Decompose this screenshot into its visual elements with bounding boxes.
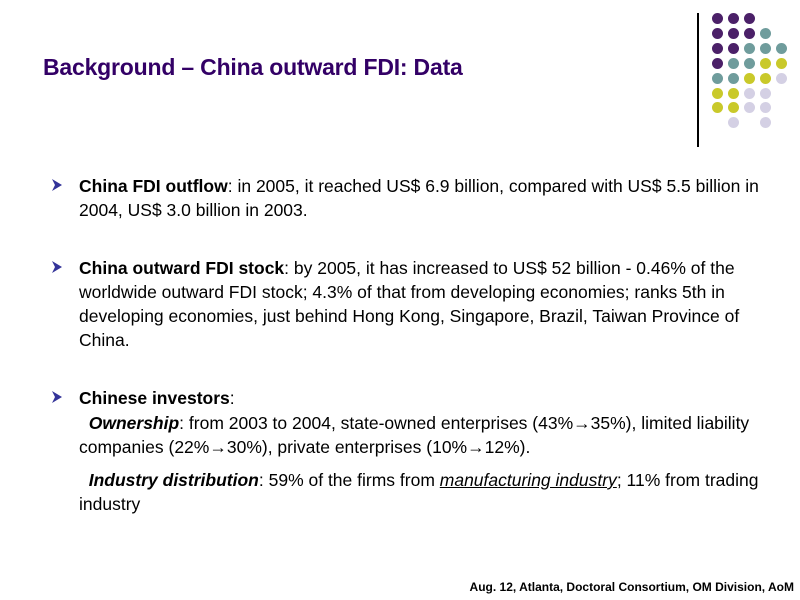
dot: [728, 117, 739, 128]
ownership-label: Ownership: [88, 413, 180, 433]
industry-underlined-text: manufacturing industry: [439, 470, 617, 490]
bullet-label: China outward FDI stock: [79, 258, 285, 278]
bullet-item-chinese-investors: [79, 386, 759, 410]
dot: [776, 43, 787, 54]
dot: [760, 102, 771, 113]
bullet-arrow-icon: [50, 390, 64, 404]
right-arrow-icon: →: [209, 437, 227, 457]
bullet-text: : in 2005, it reached US$ 6.9 billion, compared with US$ 5.5 billion in 2004, US$ 3.0 billion in 2003.: [79, 176, 759, 220]
dot: [728, 28, 739, 39]
bullet-label: Chinese investors: [79, 388, 230, 408]
industry-text-1: : 59% of the firms from: [258, 470, 440, 490]
bullet-arrow-icon: [50, 260, 64, 274]
dot: [728, 73, 739, 84]
ownership-text-2: 35%), limited liability companies (22%: [79, 413, 750, 457]
dot: [712, 28, 723, 39]
dot: [712, 43, 723, 54]
dot: [744, 73, 755, 84]
dot: [712, 102, 723, 113]
dot: [728, 58, 739, 69]
vertical-divider: [697, 13, 699, 147]
bullet-text: : by 2005, it has increased to US$ 52 billion - 0.46% of the worldwide outward FDI stock; 4.3% of that from developing economies; ranks 5th in developing economies, just behind Hong Kong, Singapore, Brazil, Taiwan Province of China.: [79, 258, 740, 350]
dot: [744, 58, 755, 69]
ownership-text-3: 30%), private enterprises (10%: [226, 437, 468, 457]
dot: [744, 28, 755, 39]
dot: [728, 102, 739, 113]
industry-label: Industry distribution: [88, 470, 259, 490]
dot: [712, 73, 723, 84]
dot: [728, 13, 739, 24]
dot: [760, 58, 771, 69]
dot: [760, 88, 771, 99]
dot: [728, 43, 739, 54]
dot: [760, 73, 771, 84]
sub-item-industry: [79, 468, 759, 516]
bullet-arrow-icon: [50, 178, 64, 192]
industry-text-2: ; 11% from trading industry: [79, 470, 759, 514]
right-arrow-icon: →: [467, 437, 485, 457]
dot: [760, 117, 771, 128]
dot: [728, 88, 739, 99]
bullet-item-fdi-outflow: [79, 174, 759, 222]
ownership-text-4: 12%).: [484, 437, 531, 457]
dot: [744, 88, 755, 99]
sub-item-ownership: [79, 411, 759, 459]
dot: [760, 43, 771, 54]
dot: [712, 58, 723, 69]
dot: [744, 102, 755, 113]
dot: [712, 88, 723, 99]
slide-title: Background – China outward FDI: Data: [43, 54, 463, 80]
right-arrow-icon: →: [573, 413, 591, 433]
bullet-item-fdi-stock: [79, 256, 759, 352]
dot: [744, 13, 755, 24]
dot: [760, 28, 771, 39]
dot: [776, 58, 787, 69]
bullet-text: :: [229, 388, 235, 408]
footer-text: Aug. 12, Atlanta, Doctoral Consortium, OM Division, AoM: [469, 580, 794, 594]
dot: [712, 13, 723, 24]
ownership-text-1: : from 2003 to 2004, state-owned enterprises (43%: [179, 413, 574, 433]
dot: [776, 73, 787, 84]
dot: [744, 43, 755, 54]
bullet-label: China FDI outflow: [79, 176, 228, 196]
